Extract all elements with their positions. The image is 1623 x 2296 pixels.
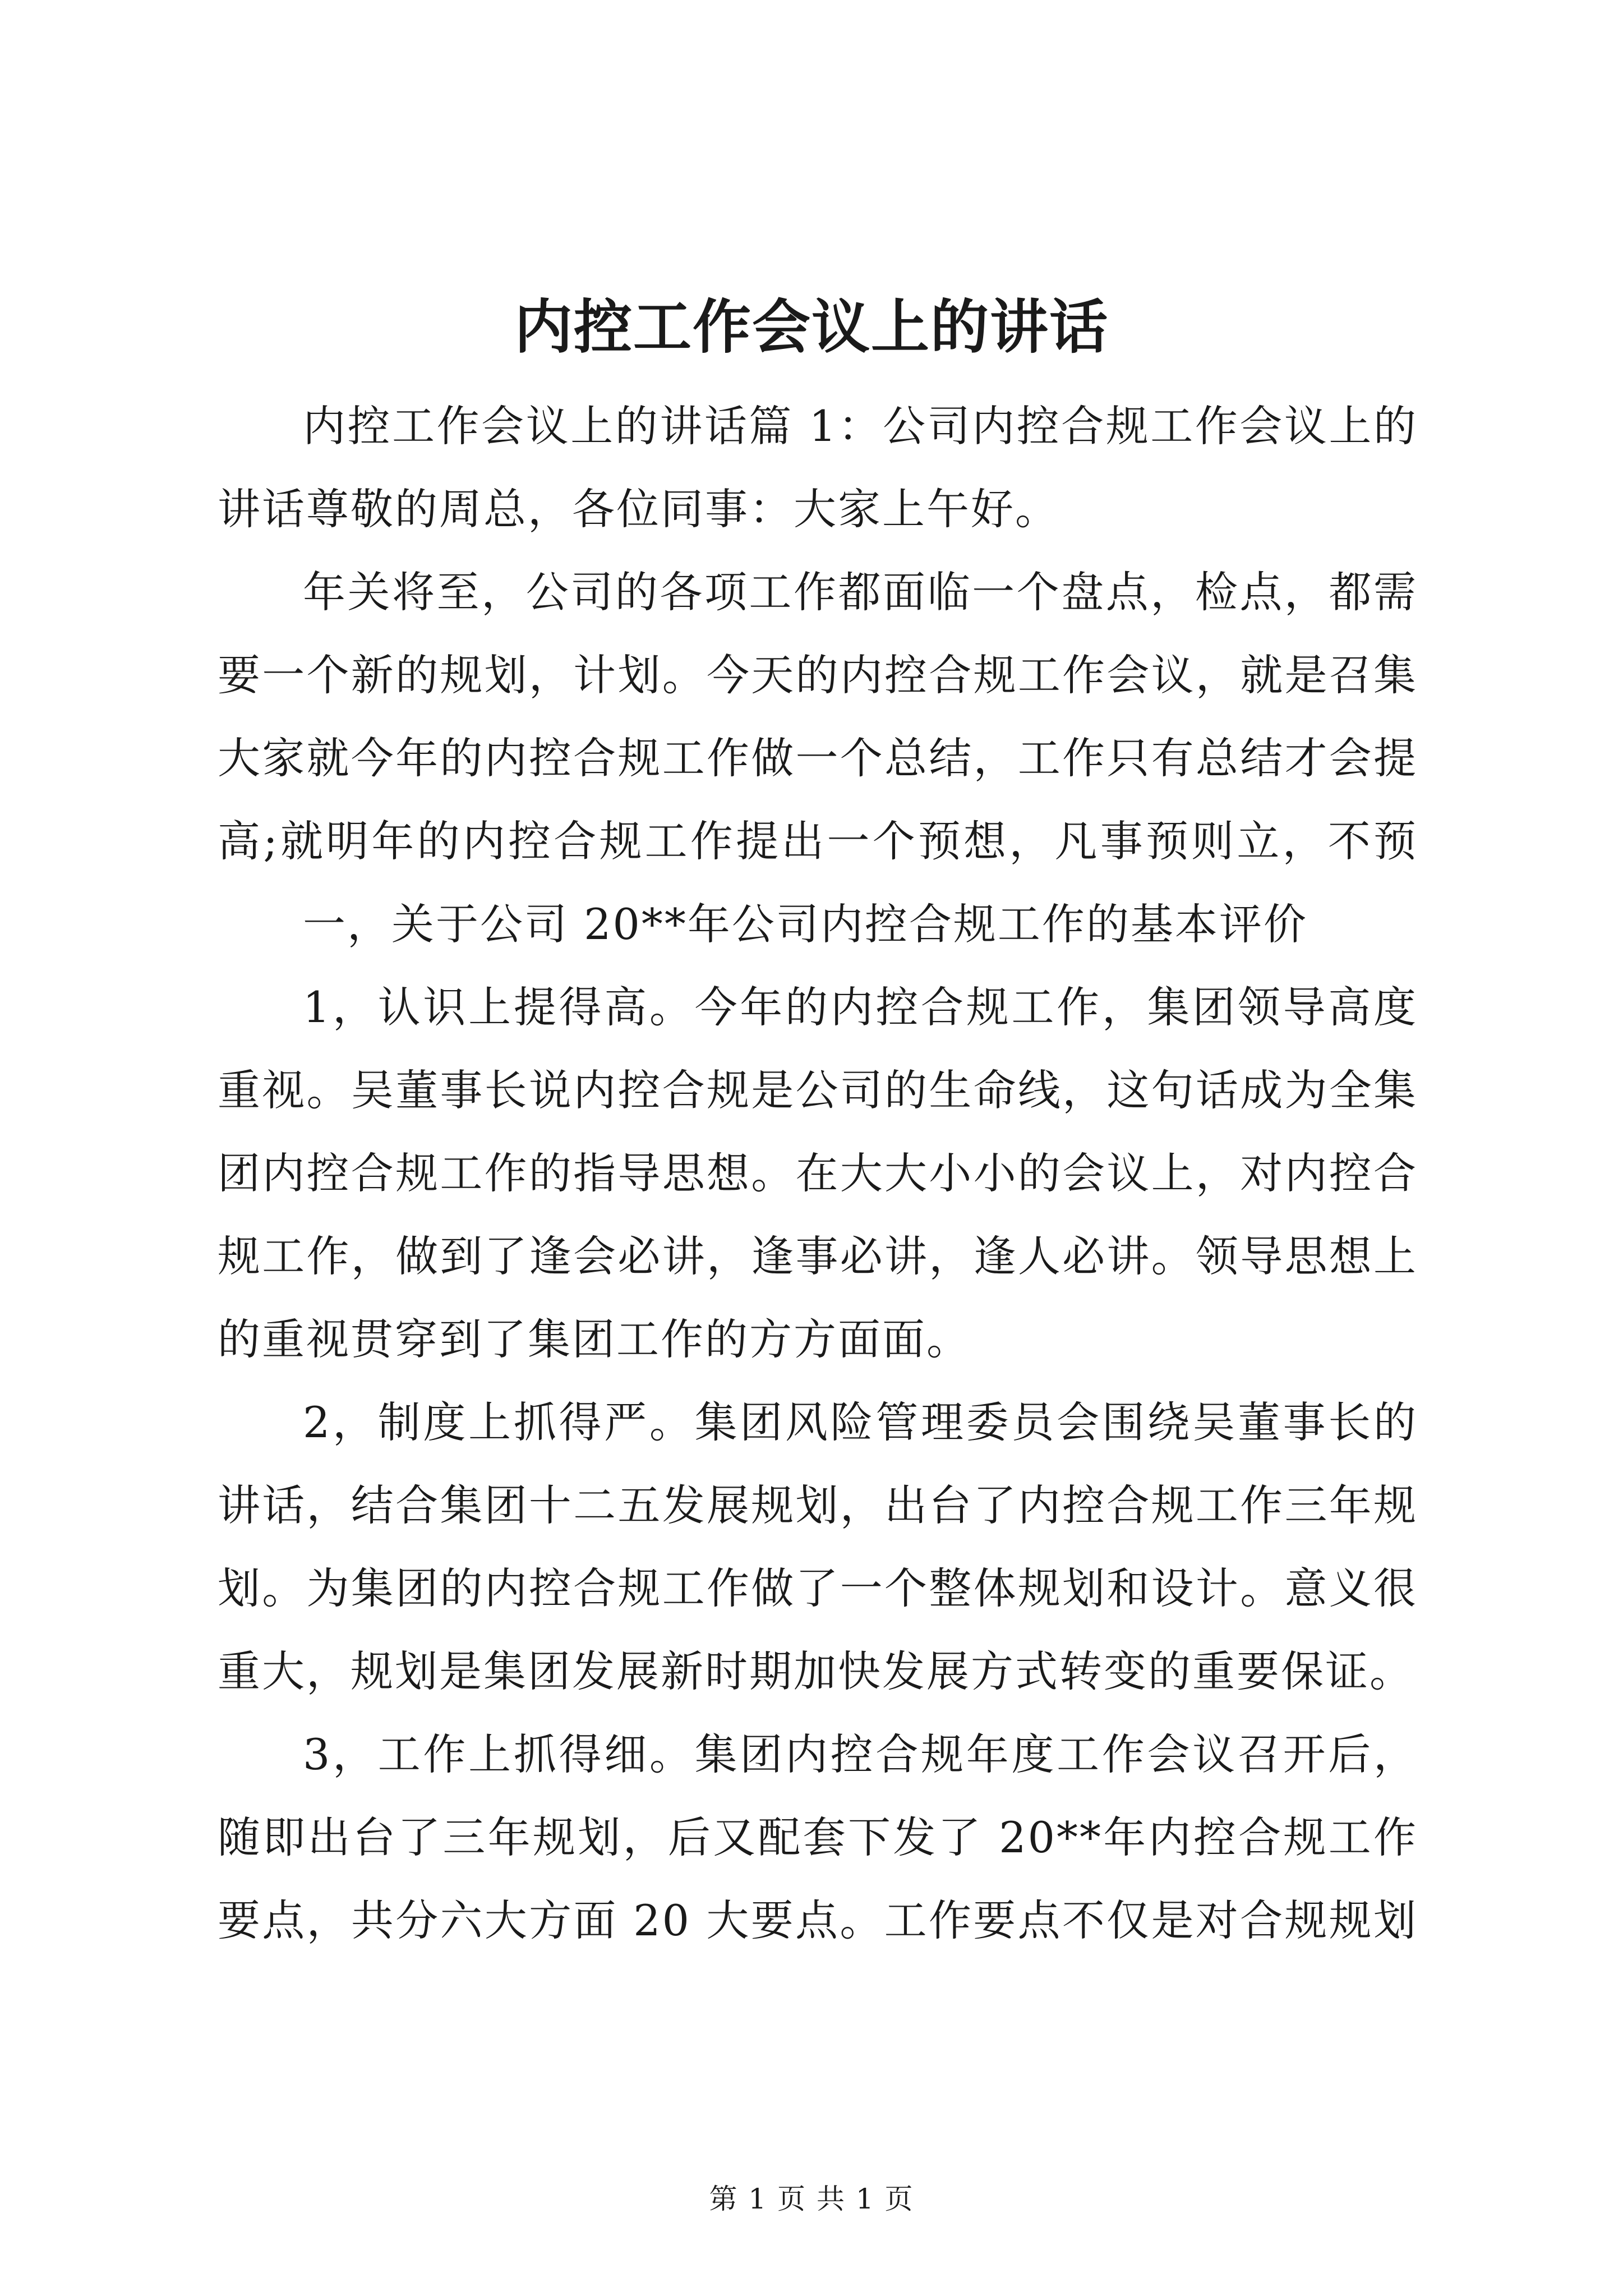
paragraph-point-1: 1，认识上提得高。今年的内控合规工作，集团领导高度重视。吴董事长说内控合规是公司的生命线，这句话成为全集团内控合规工作的指导思想。在大大小小的会议上，对内控合规工作，做到了逢会必讲，逢事必讲，逢人必讲。领导思想上的重视贯穿到了集团工作的方方面面。: [218, 982, 1418, 1364]
section-heading-1: 一，关于公司 20**年公司内控合规工作的基本评价: [303, 899, 1308, 949]
page-footer: 第 1 页 共 1 页: [709, 2183, 914, 2215]
paragraph-intro: 内控工作会议上的讲话篇 1：公司内控合规工作会议上的讲话尊敬的周总，各位同事：大家上午好。: [218, 401, 1418, 534]
document-body: [218, 385, 1418, 1962]
paragraph-point-2: 2，制度上抓得严。集团风险管理委员会围绕吴董事长的讲话，结合集团十二五发展规划，出台了内控合规工作三年规划。为集团的内控合规工作做了一个整体规划和设计。意义很重大，规划是集团发展新时期加快发展方式转变的重要保证。: [218, 1397, 1418, 1696]
paragraph-point-3: 3，工作上抓得细。集团内控合规年度工作会议召开后，随即出台了三年规划，后又配套下发了 20**年内控合规工作要点，共分六大方面 20 大要点。工作要点不仅是对合规规划: [218, 1729, 1418, 1945]
paragraph-overview: 年关将至，公司的各项工作都面临一个盘点，检点，都需要一个新的规划，计划。今天的内控合规工作会议，就是召集大家就今年的内控合规工作做一个总结，工作只有总结才会提高;就明年的内控合规工作提出一个预想，凡事预则立，不预: [218, 567, 1418, 866]
document-title: 内控工作会议上的讲话: [514, 292, 1109, 361]
